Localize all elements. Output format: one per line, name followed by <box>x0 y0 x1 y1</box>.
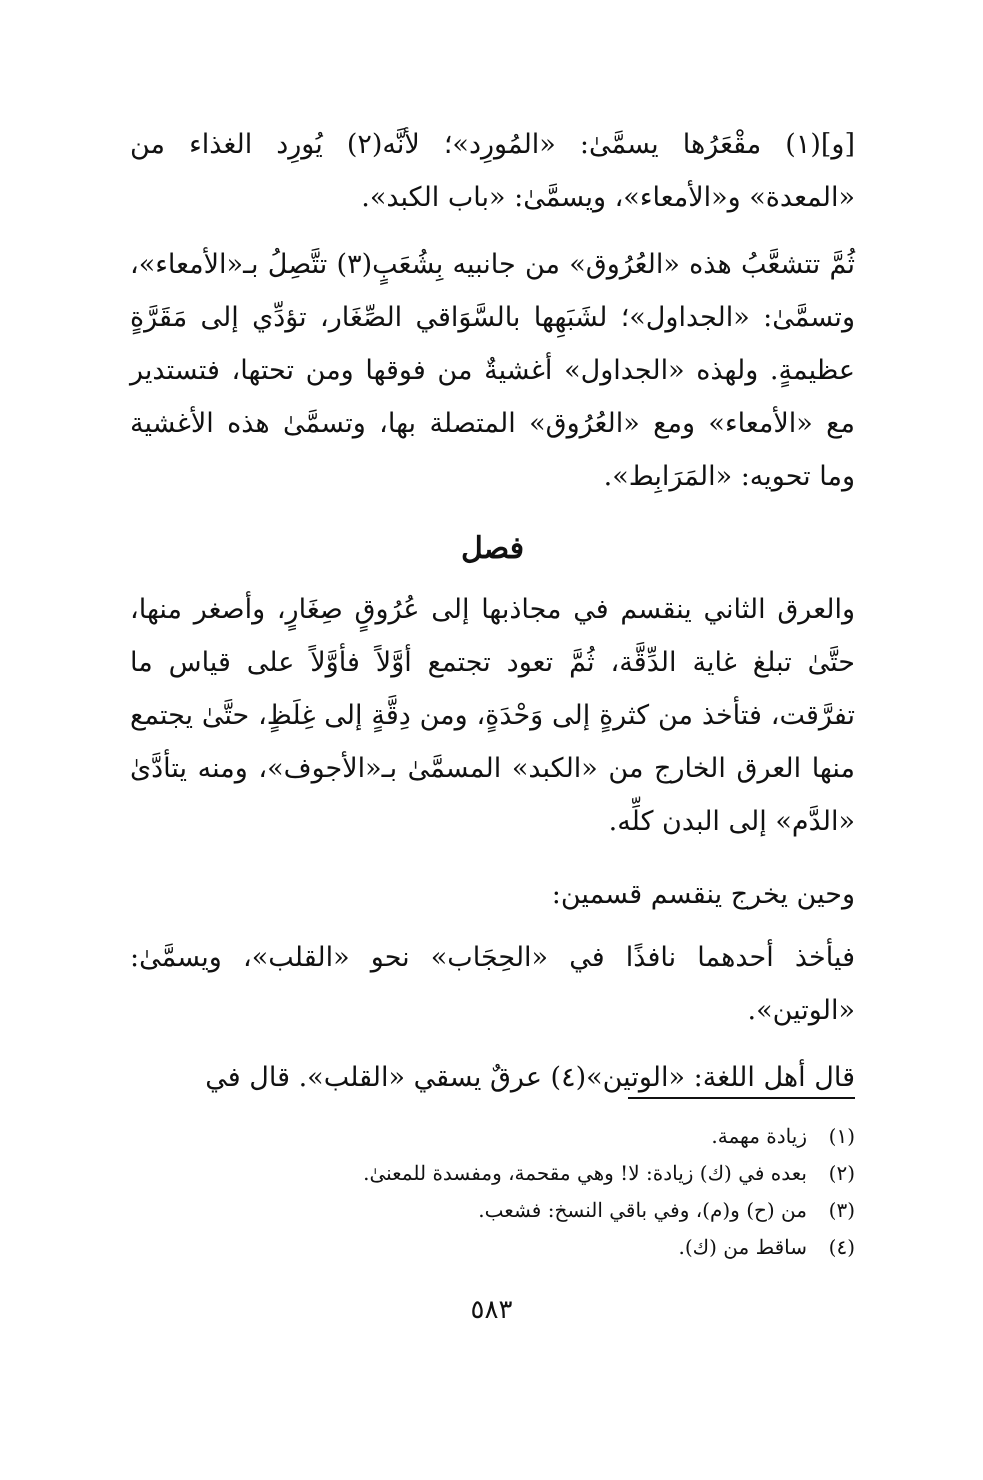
page-number: ٥٨٣ <box>470 1295 513 1325</box>
footnote-text: من (ح) و(م)، وفي باقي النسخ: فشعب. <box>478 1198 807 1222</box>
footnote-text: زيادة مهمة. <box>711 1124 807 1148</box>
section-heading: فصل <box>460 531 525 566</box>
footnote-item <box>130 1155 855 1192</box>
footnote-number: (٢) <box>828 1161 855 1185</box>
main-text <box>130 118 855 1104</box>
footnotes-list <box>130 1118 855 1266</box>
footnote-text: ساقط من (ك). <box>678 1235 807 1259</box>
paragraph-6: قال أهل اللغة: «الوتين»(٤) عرقٌ يسقي «القلب». قال في <box>205 1062 855 1093</box>
paragraph-1: [و](١) مقْعَرُها يسمَّىٰ: «المُورِد»؛ لأنَّه(٢) يُورِد الغذاء من «المعدة» و«الأمعاء»، ويسمَّىٰ: «باب الكبد». <box>130 129 855 213</box>
footnote-number: (١) <box>828 1124 855 1148</box>
footnote-item <box>130 1192 855 1229</box>
paragraph-3: والعرق الثاني ينقسم في مجاذبها إلى عُرُوقٍ صِغَارٍ، وأصغر منها، حتَّىٰ تبلغ غاية الدِّقَّة، ثُمَّ تعود تجتمع أوَّلاً فأوَّلاً على قياس ما تفرَّقت، فتأخذ من كثرةٍ إلى وَحْدَةٍ، ومن دِقَّةٍ إلى غِلَظٍ، حتَّىٰ يجتمع منها العرق الخارج من «الكبد» المسمَّىٰ بـ«الأجوف»، ومنه يتأدَّىٰ «الدَّم» إلى البدن كلِّه. <box>130 594 855 837</box>
footnote-item <box>130 1229 855 1266</box>
paragraph-4: وحين يخرج ينقسم قسمين: <box>551 879 855 910</box>
footnote-number: (٣) <box>828 1198 855 1222</box>
footnote-item <box>130 1118 855 1155</box>
footnote-number: (٤) <box>828 1235 855 1259</box>
footnote-divider <box>628 1097 855 1099</box>
paragraph-5: فيأخذ أحدهما نافذًا في «الحِجَاب» نحو «القلب»، ويسمَّىٰ: «الوتين». <box>130 942 855 1026</box>
footnote-text: بعده في (ك) زيادة: لا! وهي مقحمة، ومفسدة للمعنىٰ. <box>363 1161 807 1185</box>
paragraph-2: ثُمَّ تتشعَّبُ هذه «العُرُوق» من جانبيه بِشُعَبٍ(٣) تتَّصِلُ بـ«الأمعاء»، وتسمَّىٰ: «الجداول»؛ لشَبَهِها بالسَّوَاقي الصِّغَار، تؤدِّي إلى مَقَرَّةٍ عظيمةٍ. ولهذه «الجداول» أغشيةٌ من فوقها ومن تحتها، فتستدير مع «الأمعاء» ومع «العُرُوق» المتصلة بها، وتسمَّىٰ هذه الأغشية وما تحويه: «المَرَابِط». <box>130 249 855 492</box>
